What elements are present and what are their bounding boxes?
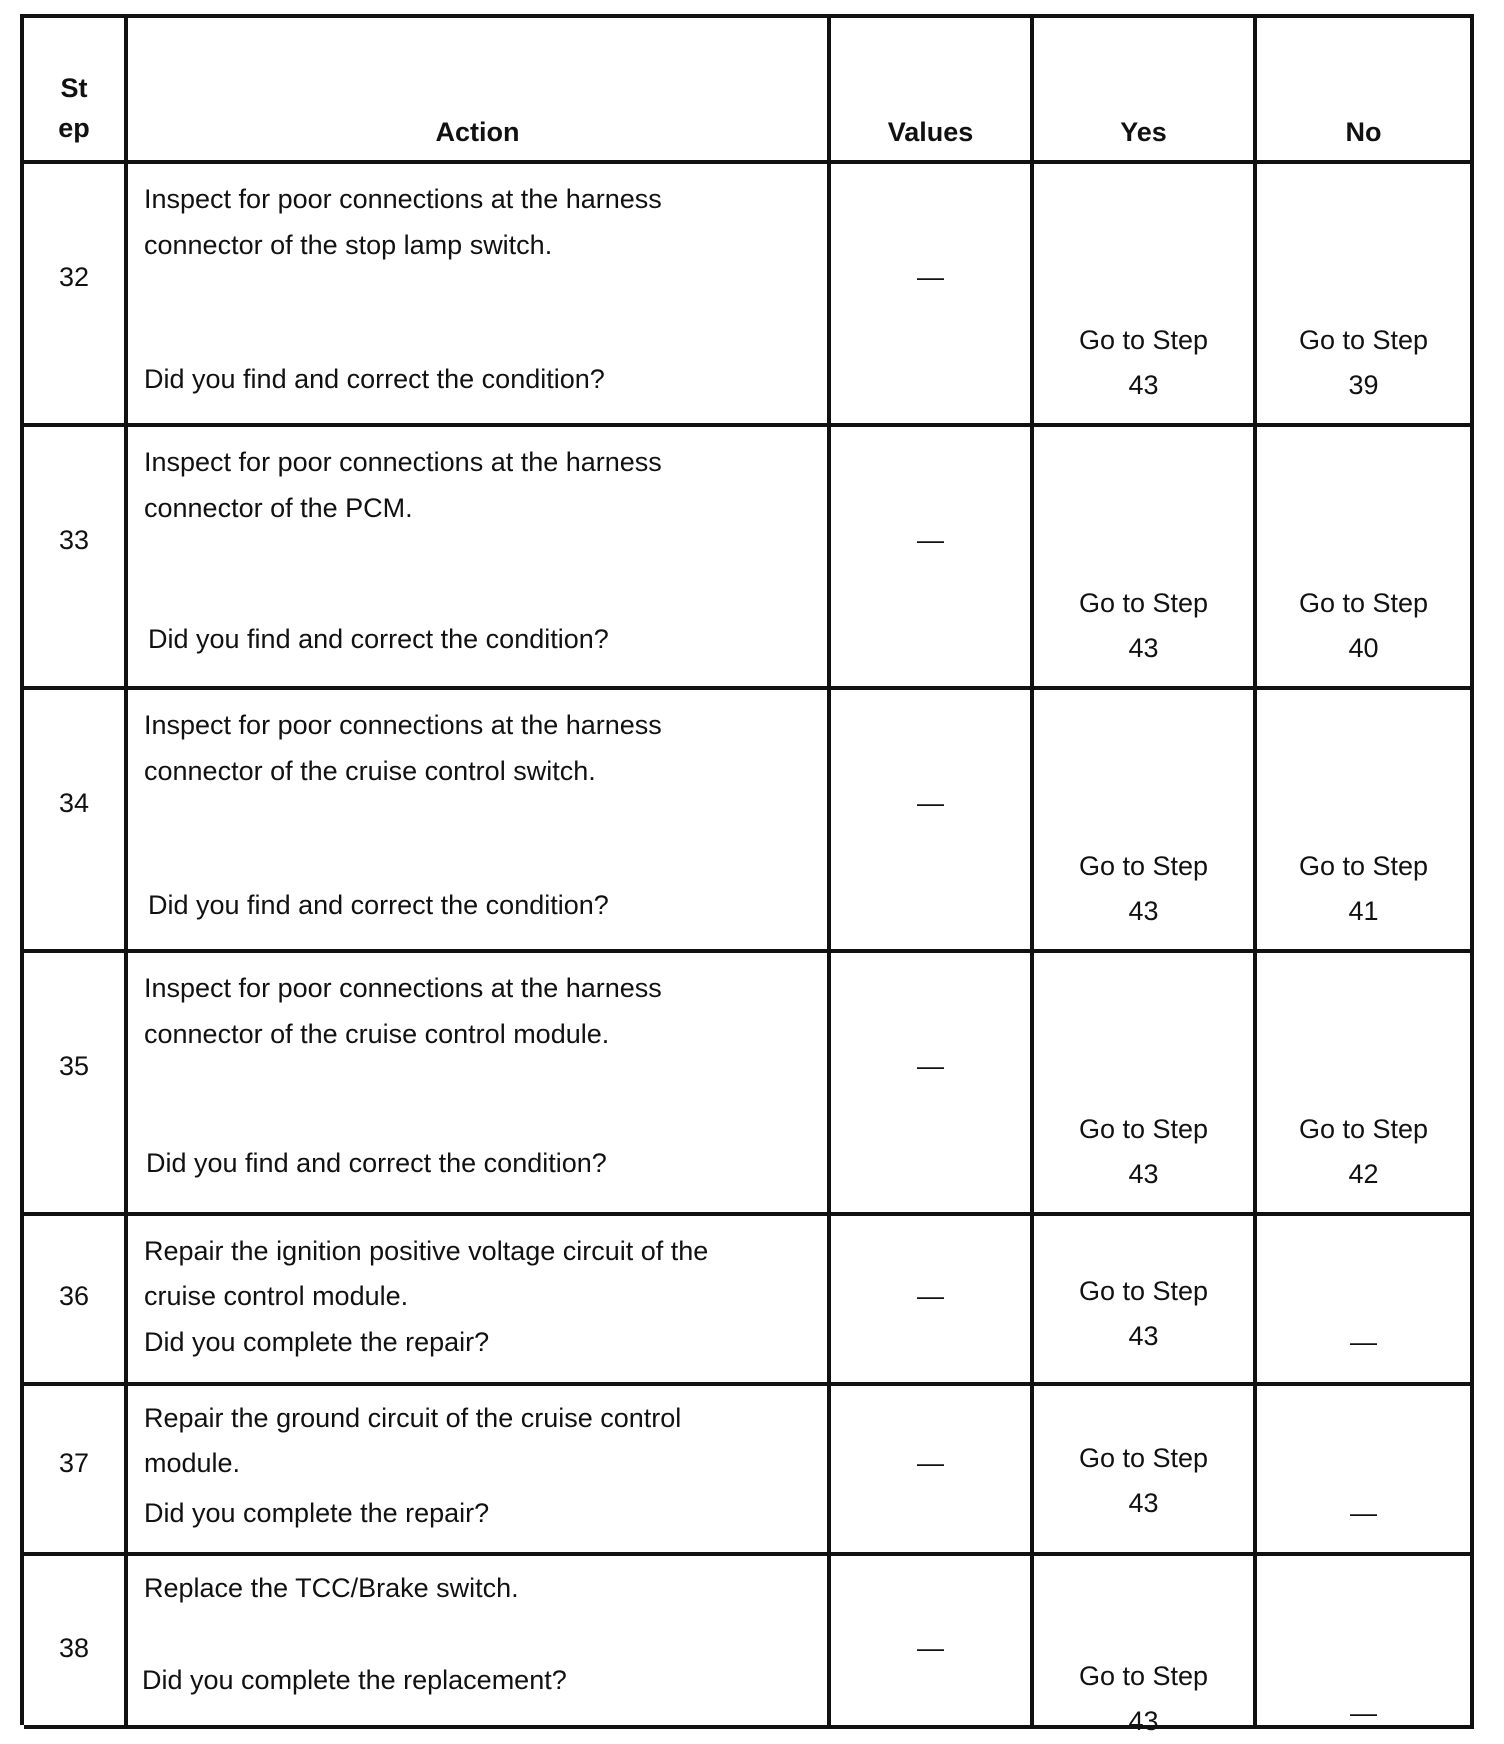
step-number: 33: [58, 525, 90, 555]
header-step-cell: [24, 18, 128, 160]
step-number: 37: [58, 1448, 90, 1478]
yes-goto-label: Go to Step: [1078, 1443, 1209, 1473]
yes-goto-step: [1034, 1269, 1253, 1359]
yes-goto-label: Go to Step: [1078, 1661, 1209, 1691]
values-dash: —: [917, 1633, 944, 1663]
yes-goto-step: [1034, 1436, 1253, 1526]
header-yes-cell: [1034, 18, 1257, 160]
table-row-37: [24, 1386, 1474, 1556]
action-question: Did you complete the replacement?: [142, 1665, 567, 1695]
step-number: 35: [58, 1051, 90, 1081]
no-goto-label: Go to Step: [1298, 851, 1429, 881]
header-no: No: [1345, 117, 1382, 147]
action-text-line2: connector of the PCM.: [144, 493, 413, 523]
action-text-line2: connector of the stop lamp switch.: [144, 230, 553, 260]
no-goto-number: 39: [1348, 370, 1379, 400]
header-yes: Yes: [1120, 117, 1167, 147]
header-action: Action: [435, 117, 520, 147]
action-text-line1: Inspect for poor connections at the harness: [144, 973, 662, 1003]
values-dash: —: [917, 788, 944, 818]
no-goto-label: Go to Step: [1298, 588, 1429, 618]
table-header-row: [24, 18, 1474, 164]
action-question: Did you complete the repair?: [144, 1498, 490, 1528]
values-dash: —: [917, 1448, 944, 1478]
table-row-35: [24, 953, 1474, 1216]
yes-goto-label: Go to Step: [1078, 851, 1209, 881]
step-number: 36: [58, 1281, 90, 1311]
no-dash: —: [1350, 1698, 1377, 1728]
step-number: 32: [58, 262, 90, 292]
yes-goto-number: 43: [1128, 1159, 1159, 1189]
yes-goto-step: [1034, 581, 1253, 671]
step-number: 34: [58, 788, 90, 818]
action-question: Did you find and correct the condition?: [148, 890, 609, 920]
action-question: Did you find and correct the condition?: [148, 624, 609, 654]
yes-goto-step: [1034, 1107, 1253, 1197]
yes-goto-number: 43: [1128, 370, 1159, 400]
header-no-cell: [1257, 18, 1474, 160]
yes-goto-step: [1034, 844, 1253, 934]
yes-goto-step: [1034, 318, 1253, 408]
no-goto-number: 40: [1348, 633, 1379, 663]
action-text-line2: module.: [144, 1448, 241, 1478]
yes-goto-number: 43: [1128, 896, 1159, 926]
values-dash: —: [917, 1281, 944, 1311]
header-step-line2: ep: [58, 113, 90, 143]
no-goto-step: [1257, 318, 1470, 408]
diagnostic-table: [20, 14, 1474, 1736]
no-goto-number: 42: [1348, 1159, 1379, 1189]
action-text-line1: Inspect for poor connections at the harness: [144, 710, 662, 740]
header-action-cell: [128, 18, 831, 160]
yes-goto-label: Go to Step: [1078, 1114, 1209, 1144]
values-dash: —: [917, 262, 944, 292]
yes-goto-number: 43: [1128, 1706, 1159, 1736]
yes-goto-label: Go to Step: [1078, 325, 1209, 355]
yes-goto-number: 43: [1128, 1488, 1159, 1518]
table-row-36: [24, 1216, 1474, 1386]
header-step-line1: St: [60, 73, 88, 103]
action-text-line1: Repair the ignition positive voltage circuit of the: [144, 1236, 709, 1266]
header-values: Values: [887, 117, 974, 147]
table-row-38: [24, 1556, 1474, 1736]
action-text-line2: cruise control module.: [144, 1281, 409, 1311]
no-goto-step: [1257, 581, 1470, 671]
no-goto-number: 41: [1348, 896, 1379, 926]
no-goto-step: [1257, 844, 1470, 934]
no-dash: —: [1350, 1327, 1377, 1357]
header-values-cell: [831, 18, 1034, 160]
action-text-line1: Inspect for poor connections at the harness: [144, 184, 662, 214]
values-dash: —: [917, 1051, 944, 1081]
table-row-32: [24, 164, 1474, 427]
yes-goto-step: [1034, 1654, 1253, 1744]
yes-goto-number: 43: [1128, 633, 1159, 663]
no-goto-label: Go to Step: [1298, 1114, 1429, 1144]
no-goto-step: [1257, 1107, 1470, 1197]
action-text-line1: Inspect for poor connections at the harness: [144, 447, 662, 477]
yes-goto-label: Go to Step: [1078, 588, 1209, 618]
table-row-34: [24, 690, 1474, 953]
step-number: 38: [58, 1633, 90, 1663]
action-text-line2: connector of the cruise control switch.: [144, 756, 596, 786]
no-goto-label: Go to Step: [1298, 325, 1429, 355]
action-question: Did you complete the repair?: [144, 1327, 490, 1357]
action-question: Did you find and correct the condition?: [144, 364, 605, 394]
action-text-line1: Repair the ground circuit of the cruise control: [144, 1403, 682, 1433]
yes-goto-number: 43: [1128, 1321, 1159, 1351]
action-text-line2: connector of the cruise control module.: [144, 1019, 610, 1049]
no-dash: —: [1350, 1498, 1377, 1528]
action-text-line1: Replace the TCC/Brake switch.: [144, 1573, 519, 1603]
action-question: Did you find and correct the condition?: [146, 1148, 607, 1178]
yes-goto-label: Go to Step: [1078, 1276, 1209, 1306]
values-dash: —: [917, 525, 944, 555]
table-row-33: [24, 427, 1474, 690]
